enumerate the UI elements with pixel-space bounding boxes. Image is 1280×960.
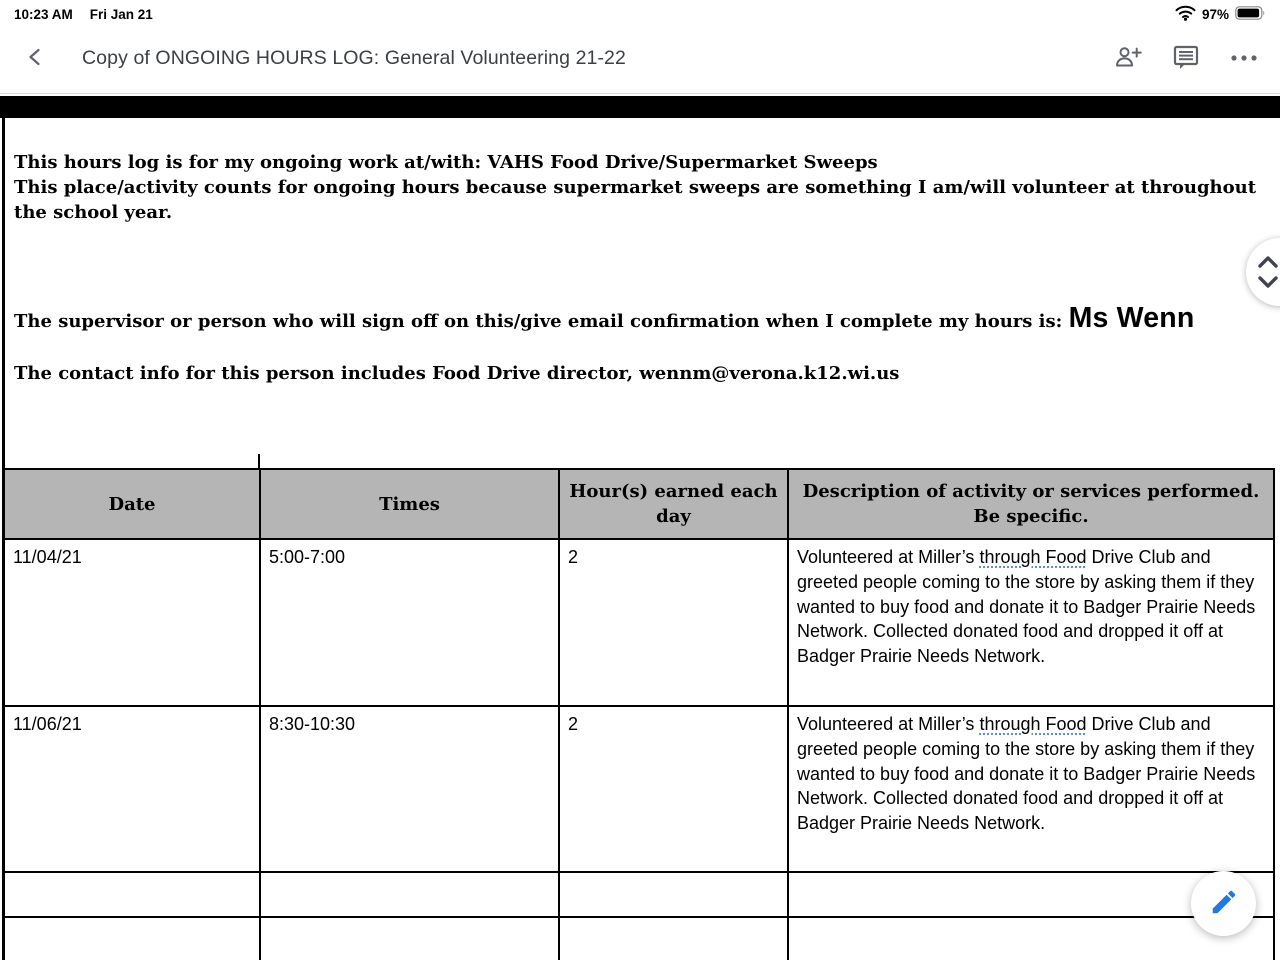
- document-canvas[interactable]: [0, 95, 1280, 960]
- cell-hours[interactable]: 2: [559, 706, 788, 872]
- cell-description[interactable]: [788, 706, 1274, 872]
- intro-line-2: This place/activity counts for ongoing hours because supermarket sweeps are something I am/will volunteer at throughout the school year.: [14, 177, 1257, 223]
- cell-date[interactable]: 11/06/21: [4, 706, 260, 872]
- cell-times[interactable]: [260, 872, 559, 917]
- cell-description[interactable]: [788, 539, 1274, 706]
- edit-fab[interactable]: [1191, 871, 1256, 936]
- document-title: Copy of ONGOING HOURS LOG: General Volunteering 21-22: [82, 47, 626, 69]
- col-header-times[interactable]: Times: [260, 469, 559, 539]
- share-button[interactable]: [1110, 41, 1146, 77]
- battery-icon: [1235, 6, 1266, 23]
- cell-times[interactable]: 5:00-7:00: [260, 539, 559, 706]
- description-text: Drive Club and greeted people coming to the store by asking them if they wanted to buy food and donate it to Badger Prairie Needs Network. Collected donated food and dropped it off at Badger Prairie Needs Network.: [797, 547, 1256, 667]
- back-button[interactable]: [12, 35, 60, 83]
- chevron-left-icon: [24, 45, 48, 72]
- col-header-description[interactable]: Description of activity or services performed. Be specific.: [788, 469, 1274, 539]
- cell-times[interactable]: [260, 917, 559, 960]
- battery-percent: 97%: [1201, 6, 1229, 22]
- description-text: Volunteered at Miller’s: [797, 714, 980, 734]
- description-text: Volunteered at Miller’s: [797, 547, 980, 567]
- intro-line-1: This hours log is for my ongoing work at/with: VAHS Food Drive/Supermarket Sweeps: [14, 152, 878, 173]
- table-artifact-line: [258, 454, 260, 468]
- status-bar: [0, 0, 1280, 26]
- status-left: [14, 7, 153, 22]
- wifi-icon: [1175, 5, 1196, 24]
- spellcheck-underlined-text: through Food: [979, 547, 1087, 567]
- toolbar-actions: [1110, 41, 1280, 77]
- cell-hours[interactable]: 2: [559, 539, 788, 706]
- table-header-row: [4, 469, 1274, 539]
- person-add-icon: [1114, 45, 1142, 72]
- cell-times[interactable]: 8:30-10:30: [260, 706, 559, 872]
- col-header-date[interactable]: Date: [4, 469, 260, 539]
- status-time: 10:23 AM: [14, 6, 73, 22]
- supervisor-prefix: The supervisor or person who will sign off on this/give email confirmation when I complete my hours is:: [14, 311, 1069, 332]
- supervisor-line: [14, 301, 1264, 339]
- chevron-down-icon: [1260, 278, 1276, 286]
- app-toolbar: [0, 24, 1280, 94]
- table-row: [4, 539, 1274, 706]
- pencil-icon: [1209, 887, 1239, 920]
- cell-date[interactable]: [4, 872, 260, 917]
- black-banner-row: [0, 96, 1280, 118]
- more-options-button[interactable]: [1226, 41, 1262, 77]
- table-row: [4, 917, 1274, 960]
- supervisor-name: Ms Wenn: [1068, 302, 1195, 334]
- hours-table: [3, 468, 1275, 960]
- cell-date[interactable]: [4, 917, 260, 960]
- status-right: [1175, 5, 1266, 24]
- comment-icon: [1173, 45, 1199, 73]
- description-text: Drive Club and greeted people coming to the store by asking them if they wanted to buy food and donate it to Badger Prairie Needs Network. Collected donated food and dropped it off at Badger Prairie Needs Network.: [797, 714, 1256, 834]
- table-row: [4, 706, 1274, 872]
- cell-hours[interactable]: [559, 872, 788, 917]
- cell-hours[interactable]: [559, 917, 788, 960]
- ellipsis-icon: [1229, 51, 1259, 66]
- contact-line: The contact info for this person includes Food Drive director, wennm@verona.k12.wi.us: [14, 363, 900, 384]
- status-date: Fri Jan 21: [89, 6, 153, 22]
- chevron-up-icon: [1260, 258, 1276, 266]
- table-row: [4, 872, 1274, 917]
- cell-date[interactable]: 11/04/21: [4, 539, 260, 706]
- comments-button[interactable]: [1168, 41, 1204, 77]
- intro-paragraph: [14, 150, 1262, 225]
- spellcheck-underlined-text: through Food: [979, 714, 1087, 734]
- col-header-hours[interactable]: Hour(s) earned each day: [559, 469, 788, 539]
